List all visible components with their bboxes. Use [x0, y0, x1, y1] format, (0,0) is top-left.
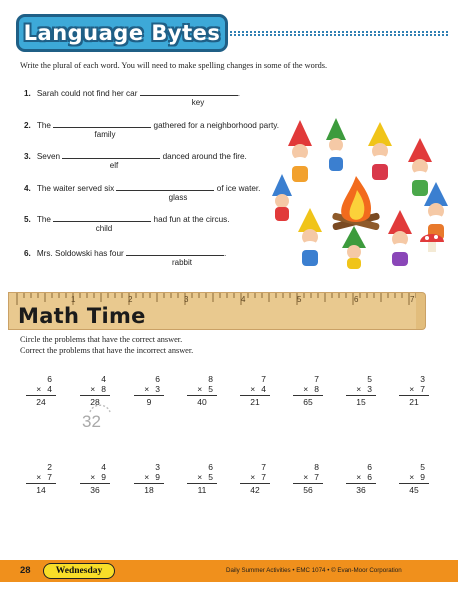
- ruler-number: 2: [128, 295, 133, 304]
- elf-icon: [408, 138, 432, 196]
- problem-top-number: 6: [47, 374, 52, 384]
- problem-answer: 15: [356, 397, 366, 407]
- times-sign: ×: [197, 384, 203, 394]
- sentence-number: 1.: [24, 89, 31, 98]
- dancing-elves-illustration: [270, 118, 452, 270]
- problem-bottom-line: [303, 384, 319, 394]
- problem-answer: 14: [36, 485, 46, 495]
- problem-top-number: 7: [314, 374, 319, 384]
- sentence-text-after: of ice water.: [216, 184, 261, 193]
- ruler-number: 1: [71, 295, 76, 304]
- problem-top-number: 7: [261, 462, 266, 472]
- page-footer: [0, 560, 458, 582]
- problem-answer: 42: [250, 485, 260, 495]
- problem-bottom-number: 7: [420, 384, 425, 394]
- problem-top-number: 6: [208, 462, 213, 472]
- times-sign: ×: [250, 472, 256, 482]
- problem-bottom-number: 3: [367, 384, 372, 394]
- ruler-number: 4: [241, 295, 246, 304]
- answer-rule: [80, 483, 110, 484]
- sentence-text-after: danced around the fire.: [162, 152, 247, 161]
- handwritten-correction: 32: [82, 412, 101, 431]
- problem-answer: 36: [356, 485, 366, 495]
- problem-bottom-number: 5: [208, 472, 213, 482]
- answer-rule: [293, 483, 323, 484]
- problem-bottom-number: 6: [367, 472, 372, 482]
- answer-blank[interactable]: [62, 150, 160, 159]
- problem-top-number: 3: [420, 374, 425, 384]
- elf-icon: [298, 208, 322, 266]
- answer-rule: [187, 395, 217, 396]
- answer-rule: [134, 483, 164, 484]
- problem-answer: 56: [303, 485, 313, 495]
- word-hint: child: [95, 224, 113, 233]
- page-number: 28: [20, 565, 31, 576]
- sentence-text-before: Sarah could not find her car: [36, 89, 138, 98]
- times-sign: ×: [303, 384, 309, 394]
- problem-bottom-line: [250, 472, 266, 482]
- problem-top-number: 4: [101, 374, 106, 384]
- problem-bottom-line: [36, 384, 52, 394]
- ruler-number: 7: [410, 295, 415, 304]
- problem-answer: 9: [146, 397, 152, 407]
- elf-icon: [368, 122, 392, 180]
- ruler-number: 5: [297, 295, 302, 304]
- problem-bottom-number: 7: [47, 472, 52, 482]
- sentence-number: 5.: [24, 215, 31, 224]
- problem-bottom-number: 7: [314, 472, 319, 482]
- problem-bottom-number: 9: [101, 472, 106, 482]
- times-sign: ×: [409, 384, 415, 394]
- problem-bottom-line: [90, 472, 106, 482]
- problem-top-number: 2: [47, 462, 52, 472]
- language-bytes-title: Language Bytes: [23, 21, 221, 45]
- problem-answer: 28: [90, 397, 100, 407]
- problem-bottom-number: 8: [101, 384, 106, 394]
- ruler-number: 6: [354, 295, 359, 304]
- problem-answer: 24: [36, 397, 46, 407]
- answer-rule: [26, 483, 56, 484]
- problem-answer: 21: [409, 397, 419, 407]
- word-hint: rabbit: [171, 258, 192, 267]
- sentence-1: [24, 87, 314, 111]
- answer-rule: [399, 395, 429, 396]
- answer-rule: [187, 483, 217, 484]
- times-sign: ×: [90, 384, 96, 394]
- problem-bottom-line: [409, 384, 425, 394]
- elf-icon: [342, 226, 366, 269]
- sentence-text-after: had fun at the circus.: [153, 215, 230, 224]
- problem-top-number: 6: [155, 374, 160, 384]
- sentence-number: 4.: [24, 184, 31, 193]
- problem-bottom-line: [197, 384, 213, 394]
- language-instruction: Write the plural of each word. You will need to make spelling changes in some of the words.: [20, 61, 328, 70]
- elf-icon: [272, 174, 292, 221]
- problem-bottom-line: [36, 472, 52, 482]
- problem-bottom-number: 9: [155, 472, 160, 482]
- times-sign: ×: [90, 472, 96, 482]
- mushroom-icon: [420, 234, 444, 252]
- times-sign: ×: [197, 472, 203, 482]
- problem-bottom-line: [409, 472, 425, 482]
- answer-rule: [346, 483, 376, 484]
- sentence-text-before: Mrs. Soldowski has four: [36, 249, 124, 258]
- problem-top-number: 5: [420, 462, 425, 472]
- answer-rule: [399, 483, 429, 484]
- times-sign: ×: [409, 472, 415, 482]
- problem-bottom-line: [90, 384, 106, 394]
- problem-bottom-number: 8: [314, 384, 319, 394]
- sentence-number: 3.: [24, 152, 31, 161]
- sentence-number: 6.: [24, 249, 31, 258]
- problem-bottom-line: [250, 384, 266, 394]
- problem-bottom-line: [303, 472, 319, 482]
- day-label: Wednesday: [43, 563, 115, 579]
- problem-top-number: 5: [367, 374, 372, 384]
- answer-blank[interactable]: [126, 247, 227, 258]
- elf-icon: [326, 118, 346, 171]
- problem-answer: 21: [250, 397, 260, 407]
- problem-answer: 45: [409, 485, 419, 495]
- problem-bottom-line: [356, 472, 372, 482]
- problem-bottom-line: [144, 384, 160, 394]
- problem-top-number: 4: [101, 462, 106, 472]
- math-instruction-2: Correct the problems that have the incorrect answer.: [20, 346, 194, 355]
- answer-rule: [346, 395, 376, 396]
- sentence-text-before: The: [36, 215, 51, 224]
- problem-bottom-number: 4: [261, 384, 266, 394]
- answer-rule: [240, 483, 270, 484]
- sentence-text-after: .: [224, 249, 227, 258]
- problem-bottom-line: [356, 384, 372, 394]
- answer-rule: [80, 395, 110, 396]
- problem-bottom-line: [197, 472, 213, 482]
- ruler-number: 3: [184, 295, 189, 304]
- answer-rule: [134, 395, 164, 396]
- word-hint: key: [191, 98, 205, 107]
- answer-rule: [240, 395, 270, 396]
- dotted-divider: [230, 31, 448, 36]
- sentence-text-before: Seven: [36, 152, 61, 161]
- problem-answer: 11: [197, 485, 207, 495]
- sentence-text-after: .: [237, 89, 240, 98]
- problem-bottom-number: 4: [47, 384, 52, 394]
- problem-answer: 65: [303, 397, 313, 407]
- problem-top-number: 8: [314, 462, 319, 472]
- problem-bottom-number: 3: [155, 384, 160, 394]
- answer-rule: [293, 395, 323, 396]
- footer-credit: Daily Summer Activities • EMC 1074 • © Evan-Moor Corporation: [226, 567, 402, 574]
- times-sign: ×: [144, 472, 150, 482]
- answer-blank[interactable]: [53, 213, 151, 222]
- answer-blank[interactable]: [53, 119, 151, 128]
- campfire-icon: [332, 176, 381, 231]
- problem-answer: 36: [90, 485, 100, 495]
- times-sign: ×: [356, 472, 362, 482]
- math-time-title: Math Time: [18, 304, 146, 328]
- answer-blank[interactable]: [140, 87, 238, 96]
- answer-rule: [26, 395, 56, 396]
- elf-icon: [288, 120, 312, 182]
- sentence-number: 2.: [24, 121, 31, 130]
- times-sign: ×: [36, 472, 42, 482]
- problem-bottom-number: 7: [261, 472, 266, 482]
- times-sign: ×: [36, 384, 42, 394]
- sentence-text-before: The: [36, 121, 51, 130]
- problem-top-number: 7: [261, 374, 266, 384]
- times-sign: ×: [303, 472, 309, 482]
- answer-blank[interactable]: [116, 182, 214, 191]
- problem-top-number: 8: [208, 374, 213, 384]
- problem-bottom-number: 5: [208, 384, 213, 394]
- problem-top-number: 3: [155, 462, 160, 472]
- problem-answer: 18: [144, 485, 154, 495]
- times-sign: ×: [356, 384, 362, 394]
- word-hint: family: [94, 130, 116, 139]
- times-sign: ×: [144, 384, 150, 394]
- problem-bottom-line: [144, 472, 160, 482]
- elf-icon: [388, 210, 412, 266]
- math-instruction-1: Circle the problems that have the correct answer.: [20, 335, 183, 344]
- language-bytes-banner: [16, 14, 228, 52]
- sentence-text-after: gathered for a neighborhood party.: [153, 121, 279, 130]
- problem-answer: 40: [197, 397, 207, 407]
- times-sign: ×: [250, 384, 256, 394]
- word-hint: elf: [109, 161, 119, 170]
- ruler-end: [416, 292, 426, 330]
- problem-bottom-number: 9: [420, 472, 425, 482]
- word-hint: glass: [168, 193, 188, 202]
- sentence-text-before: The waiter served six: [36, 184, 115, 193]
- problem-top-number: 6: [367, 462, 372, 472]
